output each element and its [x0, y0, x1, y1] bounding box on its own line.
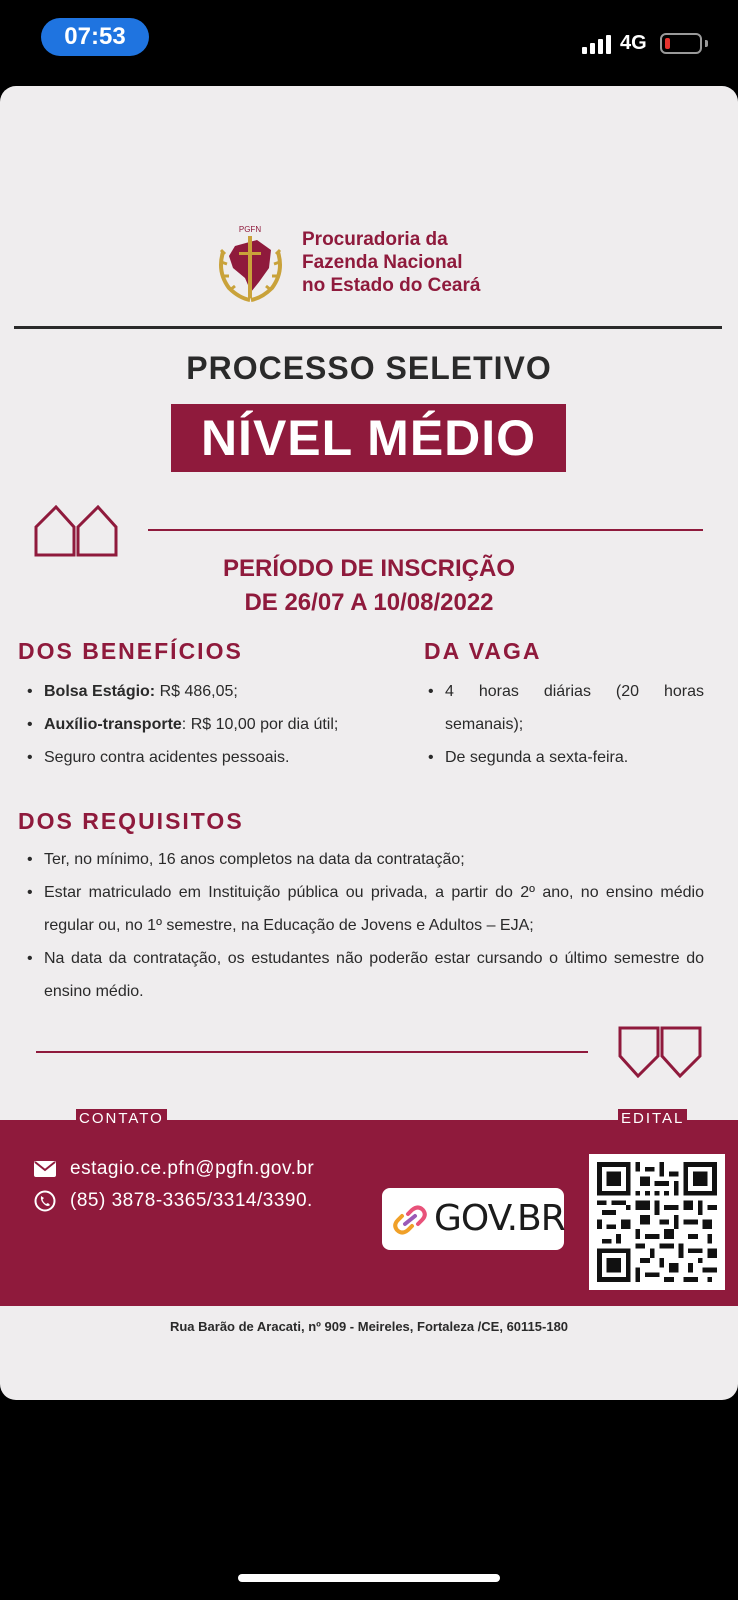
network-label: 4G — [620, 32, 647, 54]
poster-image[interactable] — [0, 86, 738, 1400]
divider — [14, 326, 722, 329]
benefits-title: DOS BENEFÍCIOS — [18, 638, 243, 664]
org-name-line: Procuradoria da — [302, 229, 448, 250]
logo-text: PGFN — [238, 225, 262, 234]
divider — [36, 1051, 588, 1053]
period-label: PERÍODO DE INSCRIÇÃO — [222, 555, 516, 582]
qr-pattern — [597, 1162, 717, 1282]
quote-open-icon — [34, 505, 118, 557]
phone-icon — [34, 1190, 56, 1212]
org-name-line: Fazenda Nacional — [302, 252, 463, 273]
address: Rua Barão de Aracati, nº 909 - Meireles, Fortaleza /CE, 60115-180 — [169, 1319, 569, 1334]
status-time[interactable]: 07:53 — [41, 18, 149, 56]
list-item: • Estar matriculado em Instituição pública ou privada, a partir do 2º ano, no ensino médio regular ou, no 1º semestre, na Educação de Jovens e Adultos – EJA; — [18, 876, 704, 942]
item-text: Seguro contra acidentes pessoais. — [44, 749, 290, 766]
pgfn-logo — [213, 224, 288, 304]
heading-processo-seletivo: PROCESSO SELETIVO — [186, 350, 552, 386]
period-dates: DE 26/07 A 10/08/2022 — [244, 589, 494, 616]
vacancy-list — [419, 675, 704, 774]
signal-icon — [582, 34, 612, 54]
phone-number[interactable]: (85) 3878-3365/3314/3390. — [70, 1190, 313, 1211]
home-indicator[interactable] — [238, 1574, 500, 1582]
item-text: : R$ 10,00 por dia útil; — [181, 716, 339, 733]
quote-close-icon — [618, 1026, 702, 1078]
item-bold: Bolsa Estágio: — [44, 683, 156, 700]
link-icon — [392, 1204, 428, 1236]
list-item: • Ter, no mínimo, 16 anos completos na data da contratação; — [18, 843, 704, 876]
requirements-title: DOS REQUISITOS — [18, 808, 244, 834]
registration-period — [0, 552, 738, 620]
organization-name — [302, 228, 480, 297]
benefits-list — [18, 675, 398, 774]
item-text: R$ 486,05; — [155, 683, 238, 700]
battery-tip — [705, 40, 708, 47]
requirements-list — [18, 843, 704, 1008]
list-item: • De segunda a sexta-feira. — [419, 741, 704, 774]
list-item — [18, 708, 398, 741]
vacancy-title: DA VAGA — [424, 638, 542, 664]
battery-level-fill — [665, 38, 670, 49]
contact-tag: CONTATO — [76, 1109, 167, 1129]
phone-row — [34, 1190, 313, 1212]
divider — [148, 529, 703, 531]
govbr-label: GOV.BR — [434, 1198, 565, 1239]
list-item: • 4 horas diárias (20 horas semanais); — [419, 675, 704, 741]
battery-icon — [660, 33, 702, 54]
org-name-line: no Estado do Ceará — [302, 275, 481, 296]
qr-code[interactable] — [589, 1154, 725, 1290]
item-bold: Auxílio-transporte — [44, 716, 182, 733]
heading-nivel-medio: NÍVEL MÉDIO — [200, 410, 537, 466]
email-row — [34, 1158, 314, 1180]
list-item: • Na data da contratação, os estudantes não poderão estar cursando o último semestre do ensino médio. — [18, 942, 704, 1008]
status-bar — [0, 0, 738, 84]
list-item — [18, 741, 398, 774]
email-link[interactable]: estagio.ce.pfn@pgfn.gov.br — [70, 1158, 315, 1179]
edital-tag: EDITAL — [618, 1109, 687, 1129]
mail-icon — [34, 1161, 56, 1177]
list-item — [18, 675, 398, 708]
